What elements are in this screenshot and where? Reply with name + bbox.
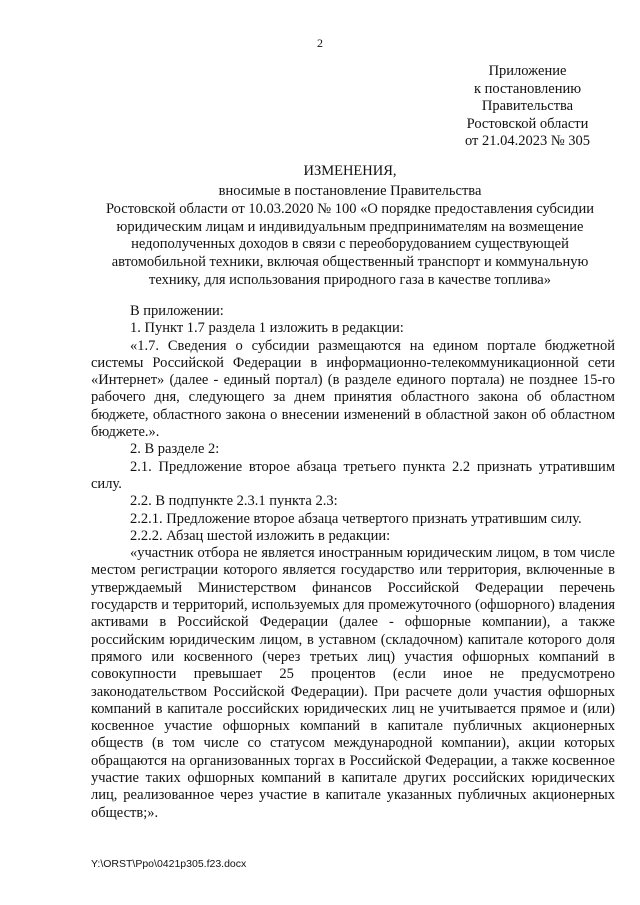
body-paragraph: 2.2.1. Предложение второе абзаца четвертого признать утратившим силу. bbox=[130, 510, 582, 527]
body-paragraph: 1. Пункт 1.7 раздела 1 изложить в редакции: bbox=[130, 320, 404, 337]
document-title: ИЗМЕНЕНИЯ, bbox=[303, 163, 397, 179]
document-subtitle bbox=[80, 183, 620, 290]
appendix-line: от 21.04.2023 № 305 bbox=[464, 133, 591, 150]
body-paragraph: «1.7. Сведения о субсидии размещаются на едином портале бюджетной системы Российской Федерации в информационно-телекоммуникационной сети «Интернет» (далее - единый портал) (в разделе единого портала) не позднее 15-го рабочего дня, следующего за днем принятия областного закона об областном бюджете, областного закона о внесении изменений в областной закон об областном бюджете.». bbox=[91, 337, 615, 441]
subtitle-line: вносимые в постановление Правительства bbox=[218, 183, 482, 199]
page-number: 2 bbox=[317, 36, 323, 50]
body-paragraph: 2. В разделе 2: bbox=[130, 441, 220, 458]
body-paragraph: В приложении: bbox=[130, 303, 224, 319]
file-path-footer: Y:\ORST\Ppo\0421p305.f23.docx bbox=[91, 858, 247, 870]
document-body bbox=[91, 303, 615, 822]
body-paragraph: 2.2.2. Абзац шестой изложить в редакции: bbox=[130, 527, 391, 544]
appendix-line: Приложение bbox=[488, 63, 567, 79]
subtitle-line: юридическим лицам и индивидуальным предпринимателям на возмещение bbox=[116, 218, 584, 235]
appendix-line: Ростовской области bbox=[466, 115, 589, 132]
appendix-line: Правительства bbox=[481, 98, 574, 115]
body-paragraph: «участник отбора не является иностранным юридическим лицом, в том числе местом регистрации которого является государство или территория, включенные в утверждаемый Министерством финансов Российской Федерации перечень государств и территорий, используемых для промежуточного (офшорного) владения активами в Российской Федерации (далее - офшорные компании), а также российским юридическим лицом, в уставном (складочном) капитале которого доля прямого или косвенного (через третьих лиц) участия офшорных компаний в совокупности превышает 25 процентов (если иное не предусмотрено законодательством Российской Федерации). При расчете доли участия офшорных компаний в капитале российских юридических лиц не учитывается прямое и (или) косвенное участие офшорных компаний в капитале публичных акционерных обществ (в том числе со статусом международной компании), акции которых обращаются на организованных торгах в Российской Федерации, а также косвенное участие таких офшорных компаний в капитале других российских юридических лиц, реализованное через участие в капитале указанных публичных акционерных обществ;». bbox=[91, 545, 615, 821]
appendix-line: к постановлению bbox=[473, 80, 582, 97]
subtitle-line: автомобильной техники, включая общественный транспорт и коммунальную bbox=[111, 254, 589, 271]
subtitle-line: Ростовской области от 10.03.2020 № 100 «О порядке предоставления субсидии bbox=[105, 200, 595, 217]
subtitle-line: технику, для использования природного газа в качестве топлива» bbox=[148, 271, 551, 288]
subtitle-line: недополученных доходов в связи с переоборудованием существующей bbox=[131, 236, 569, 253]
appendix-block bbox=[430, 63, 625, 151]
body-paragraph: 2.2. В подпункте 2.3.1 пункта 2.3: bbox=[130, 493, 338, 510]
body-paragraph: 2.1. Предложение второе абзаца третьего пункта 2.2 признать утратившим силу. bbox=[91, 458, 615, 492]
